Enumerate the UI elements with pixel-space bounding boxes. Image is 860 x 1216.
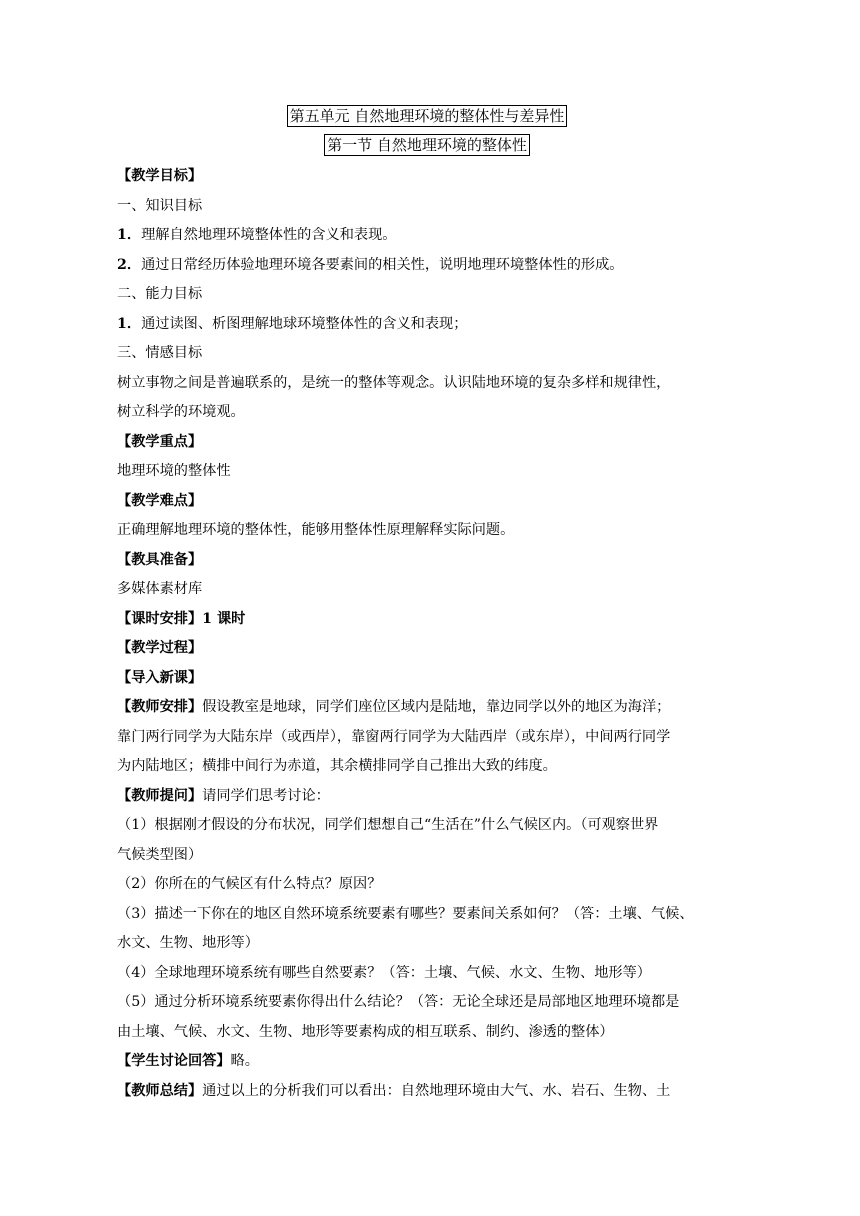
arrange-label: 【教师安排】 xyxy=(117,699,203,715)
question-text: 请同学们思考讨论： xyxy=(202,787,330,804)
emotion-text-line-1: 树立事物之间是普遍联系的，是统一的整体等观念。认识陆地环境的复杂多样和规律性， xyxy=(117,374,671,391)
emotion-text-line-2: 树立科学的环境观。 xyxy=(117,404,245,420)
question-line xyxy=(117,782,737,812)
schedule-line xyxy=(117,605,737,635)
section-title-row xyxy=(117,133,737,162)
knowledge-item-1 xyxy=(117,221,737,251)
ability-heading: 二、能力目标 xyxy=(117,286,203,302)
emotion-heading: 三、情感目标 xyxy=(117,345,203,361)
unit-title: 第五单元 自然地理环境的整体性与差异性 xyxy=(287,105,568,127)
schedule-text: 1 课时 xyxy=(202,610,246,627)
question-2: （2）你所在的气候区有什么特点？原因？ xyxy=(117,876,382,892)
section-title: 第一节 自然地理环境的整体性 xyxy=(324,134,530,156)
question-5-line-1: （5）通过分析环境系统要素你得出什么结论？（答：无论全球还是局部地区地理环境都是 xyxy=(117,994,680,1010)
discuss-label: 【学生讨论回答】 xyxy=(117,1053,231,1069)
item-text: 通过日常经历体验地理环境各要素间的相关性，说明地理环境整体性的形成。 xyxy=(141,256,624,273)
item-text: 理解自然地理环境整体性的含义和表现。 xyxy=(141,227,397,243)
difficult-heading: 【教学难点】 xyxy=(117,492,203,509)
question-3-line-1: （3）描述一下你在的地区自然环境系统要素有哪些？要素间关系如何？（答：土壤、气候、 xyxy=(117,905,694,922)
process-heading: 【教学过程】 xyxy=(117,640,203,656)
item-text: 通过读图、析图理解地球环境整体性的含义和表现； xyxy=(141,315,468,332)
tools-text: 多媒体素材库 xyxy=(117,581,203,597)
summary-label: 【教师总结】 xyxy=(117,1082,203,1099)
schedule-heading: 【课时安排】 xyxy=(117,610,203,627)
question-5-line-2: 由土壤、气候、水文、生物、地形等要素构成的相互联系、制约、渗透的整体） xyxy=(117,1023,614,1040)
item-number: 1． xyxy=(117,227,142,243)
key-heading: 【教学重点】 xyxy=(117,433,203,450)
question-3-line-2: 水文、生物、地形等） xyxy=(117,935,259,951)
arrange-line-3: 为内陆地区；横排中间行为赤道，其余横排同学自己推出大致的纬度。 xyxy=(117,758,557,774)
knowledge-item-2 xyxy=(117,251,737,281)
intro-heading: 【导入新课】 xyxy=(117,669,203,686)
summary-line xyxy=(117,1077,737,1107)
arrange-text: 假设教室是地球，同学们座位区域内是陆地，靠边同学以外的地区为海洋； xyxy=(202,699,671,715)
arrange-line-1 xyxy=(117,693,737,723)
question-4: （4）全球地理环境系统有哪些自然要素？（答：土壤、气候、水文、生物、地形等） xyxy=(117,964,651,981)
item-number: 1． xyxy=(117,315,142,332)
document-page xyxy=(117,104,737,1106)
unit-title-row xyxy=(117,104,737,133)
question-label: 【教师提问】 xyxy=(117,787,203,804)
arrange-line-2: 靠门两行同学为大陆东岸（或西岸），靠窗两行同学为大陆西岸（或东岸），中间两行同学 xyxy=(117,728,671,745)
question-1-line-1: （1）根据刚才假设的分布状况，同学们想想自己“生活在”什么气候区内。（可观察世界 xyxy=(117,817,659,833)
tools-heading: 【教具准备】 xyxy=(117,551,203,568)
item-number: 2． xyxy=(117,256,142,273)
key-text: 地理环境的整体性 xyxy=(117,463,231,479)
goals-heading: 【教学目标】 xyxy=(117,168,203,184)
ability-item-1 xyxy=(117,310,737,340)
summary-text: 通过以上的分析我们可以看出：自然地理环境由大气、水、岩石、生物、土 xyxy=(202,1082,671,1099)
discuss-text: 略。 xyxy=(230,1053,259,1069)
knowledge-heading: 一、知识目标 xyxy=(117,197,203,214)
discuss-line xyxy=(117,1047,737,1077)
question-1-line-2: 气候类型图） xyxy=(117,846,203,863)
difficult-text: 正确理解地理环境的整体性，能够用整体性原理解释实际问题。 xyxy=(117,522,515,538)
